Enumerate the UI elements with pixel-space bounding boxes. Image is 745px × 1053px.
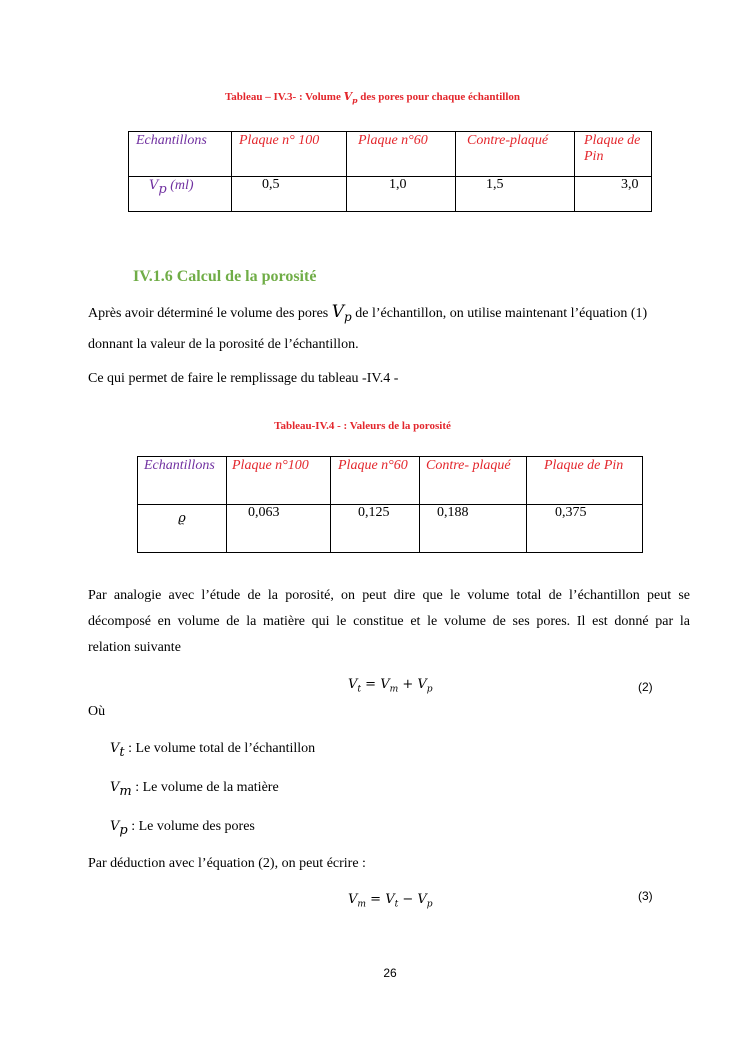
table1-caption: Tableau – IV.3- : Volume $V_p$ des pores pour chaque échantillon xyxy=(224,90,520,106)
ou-label: Où xyxy=(88,704,106,719)
equation-2: $V_t = V_m + V_p$ xyxy=(348,677,433,695)
value-cell: 1,5 xyxy=(456,177,575,212)
value-cell: 0,125 xyxy=(331,505,420,553)
equation-3-number: (3) xyxy=(638,889,653,903)
definition-vt: $V_t$ : Le volume total de l’échantillon xyxy=(110,741,316,760)
header-cell: Contre-plaqué xyxy=(456,132,575,177)
paragraph-3-line-2: décomposé en volume de la matière qui le constitue et le volume de ses pores. Il est donné par la xyxy=(88,614,690,629)
porosity-table xyxy=(137,456,643,553)
paragraph-3-line-3: relation suivante xyxy=(88,640,181,655)
definition-vm: $V_m$ : Le volume de la matière xyxy=(110,780,279,799)
equation-3: $V_m = V_t - V_p$ xyxy=(348,892,433,910)
header-cell: Echantillons xyxy=(138,457,227,505)
header-cell: Echantillons xyxy=(129,132,232,177)
definition-vp: $V_p$ : Le volume des pores xyxy=(110,819,255,838)
value-cell: 0,5 xyxy=(232,177,347,212)
volume-table xyxy=(128,131,652,212)
header-cell: Plaque de Pin xyxy=(575,132,652,177)
paragraph-2: Ce qui permet de faire le remplissage du tableau -IV.4 - xyxy=(88,371,399,386)
value-cell: 3,0 xyxy=(575,177,652,212)
value-cell: 1,0 xyxy=(347,177,456,212)
table2-caption: Tableau-IV.4 - : Valeurs de la porosité xyxy=(274,420,451,432)
header-cell: Plaque n°100 xyxy=(227,457,331,505)
paragraph-1-line-1: Après avoir déterminé le volume des pores $V_p$ de l’échantillon, on utilise maintenant l’équation (1) xyxy=(88,302,648,324)
equation-2-number: (2) xyxy=(638,680,653,694)
value-cell: 0,063 xyxy=(227,505,331,553)
header-cell: Plaque n°60 xyxy=(331,457,420,505)
row-label-vp: $V_p$ (ml) xyxy=(129,177,232,212)
section-heading: IV.1.6 Calcul de la porosité xyxy=(133,268,317,285)
row-label-rho: ϱ xyxy=(138,505,227,553)
header-cell: Contre- plaqué xyxy=(420,457,527,505)
header-cell: Plaque n° 100 xyxy=(232,132,347,177)
header-cell: Plaque n°60 xyxy=(347,132,456,177)
page-number: 26 xyxy=(383,966,397,980)
paragraph-3-line-1: Par analogie avec l’étude de la porosité, on peut dire que le volume total de l’échantillon peut se xyxy=(88,588,690,603)
header-cell: Plaque de Pin xyxy=(527,457,643,505)
value-cell: 0,188 xyxy=(420,505,527,553)
value-cell: 0,375 xyxy=(527,505,643,553)
paragraph-1-line-2: donnant la valeur de la porosité de l’échantillon. xyxy=(88,337,359,352)
paragraph-4: Par déduction avec l’équation (2), on peut écrire : xyxy=(88,856,366,871)
